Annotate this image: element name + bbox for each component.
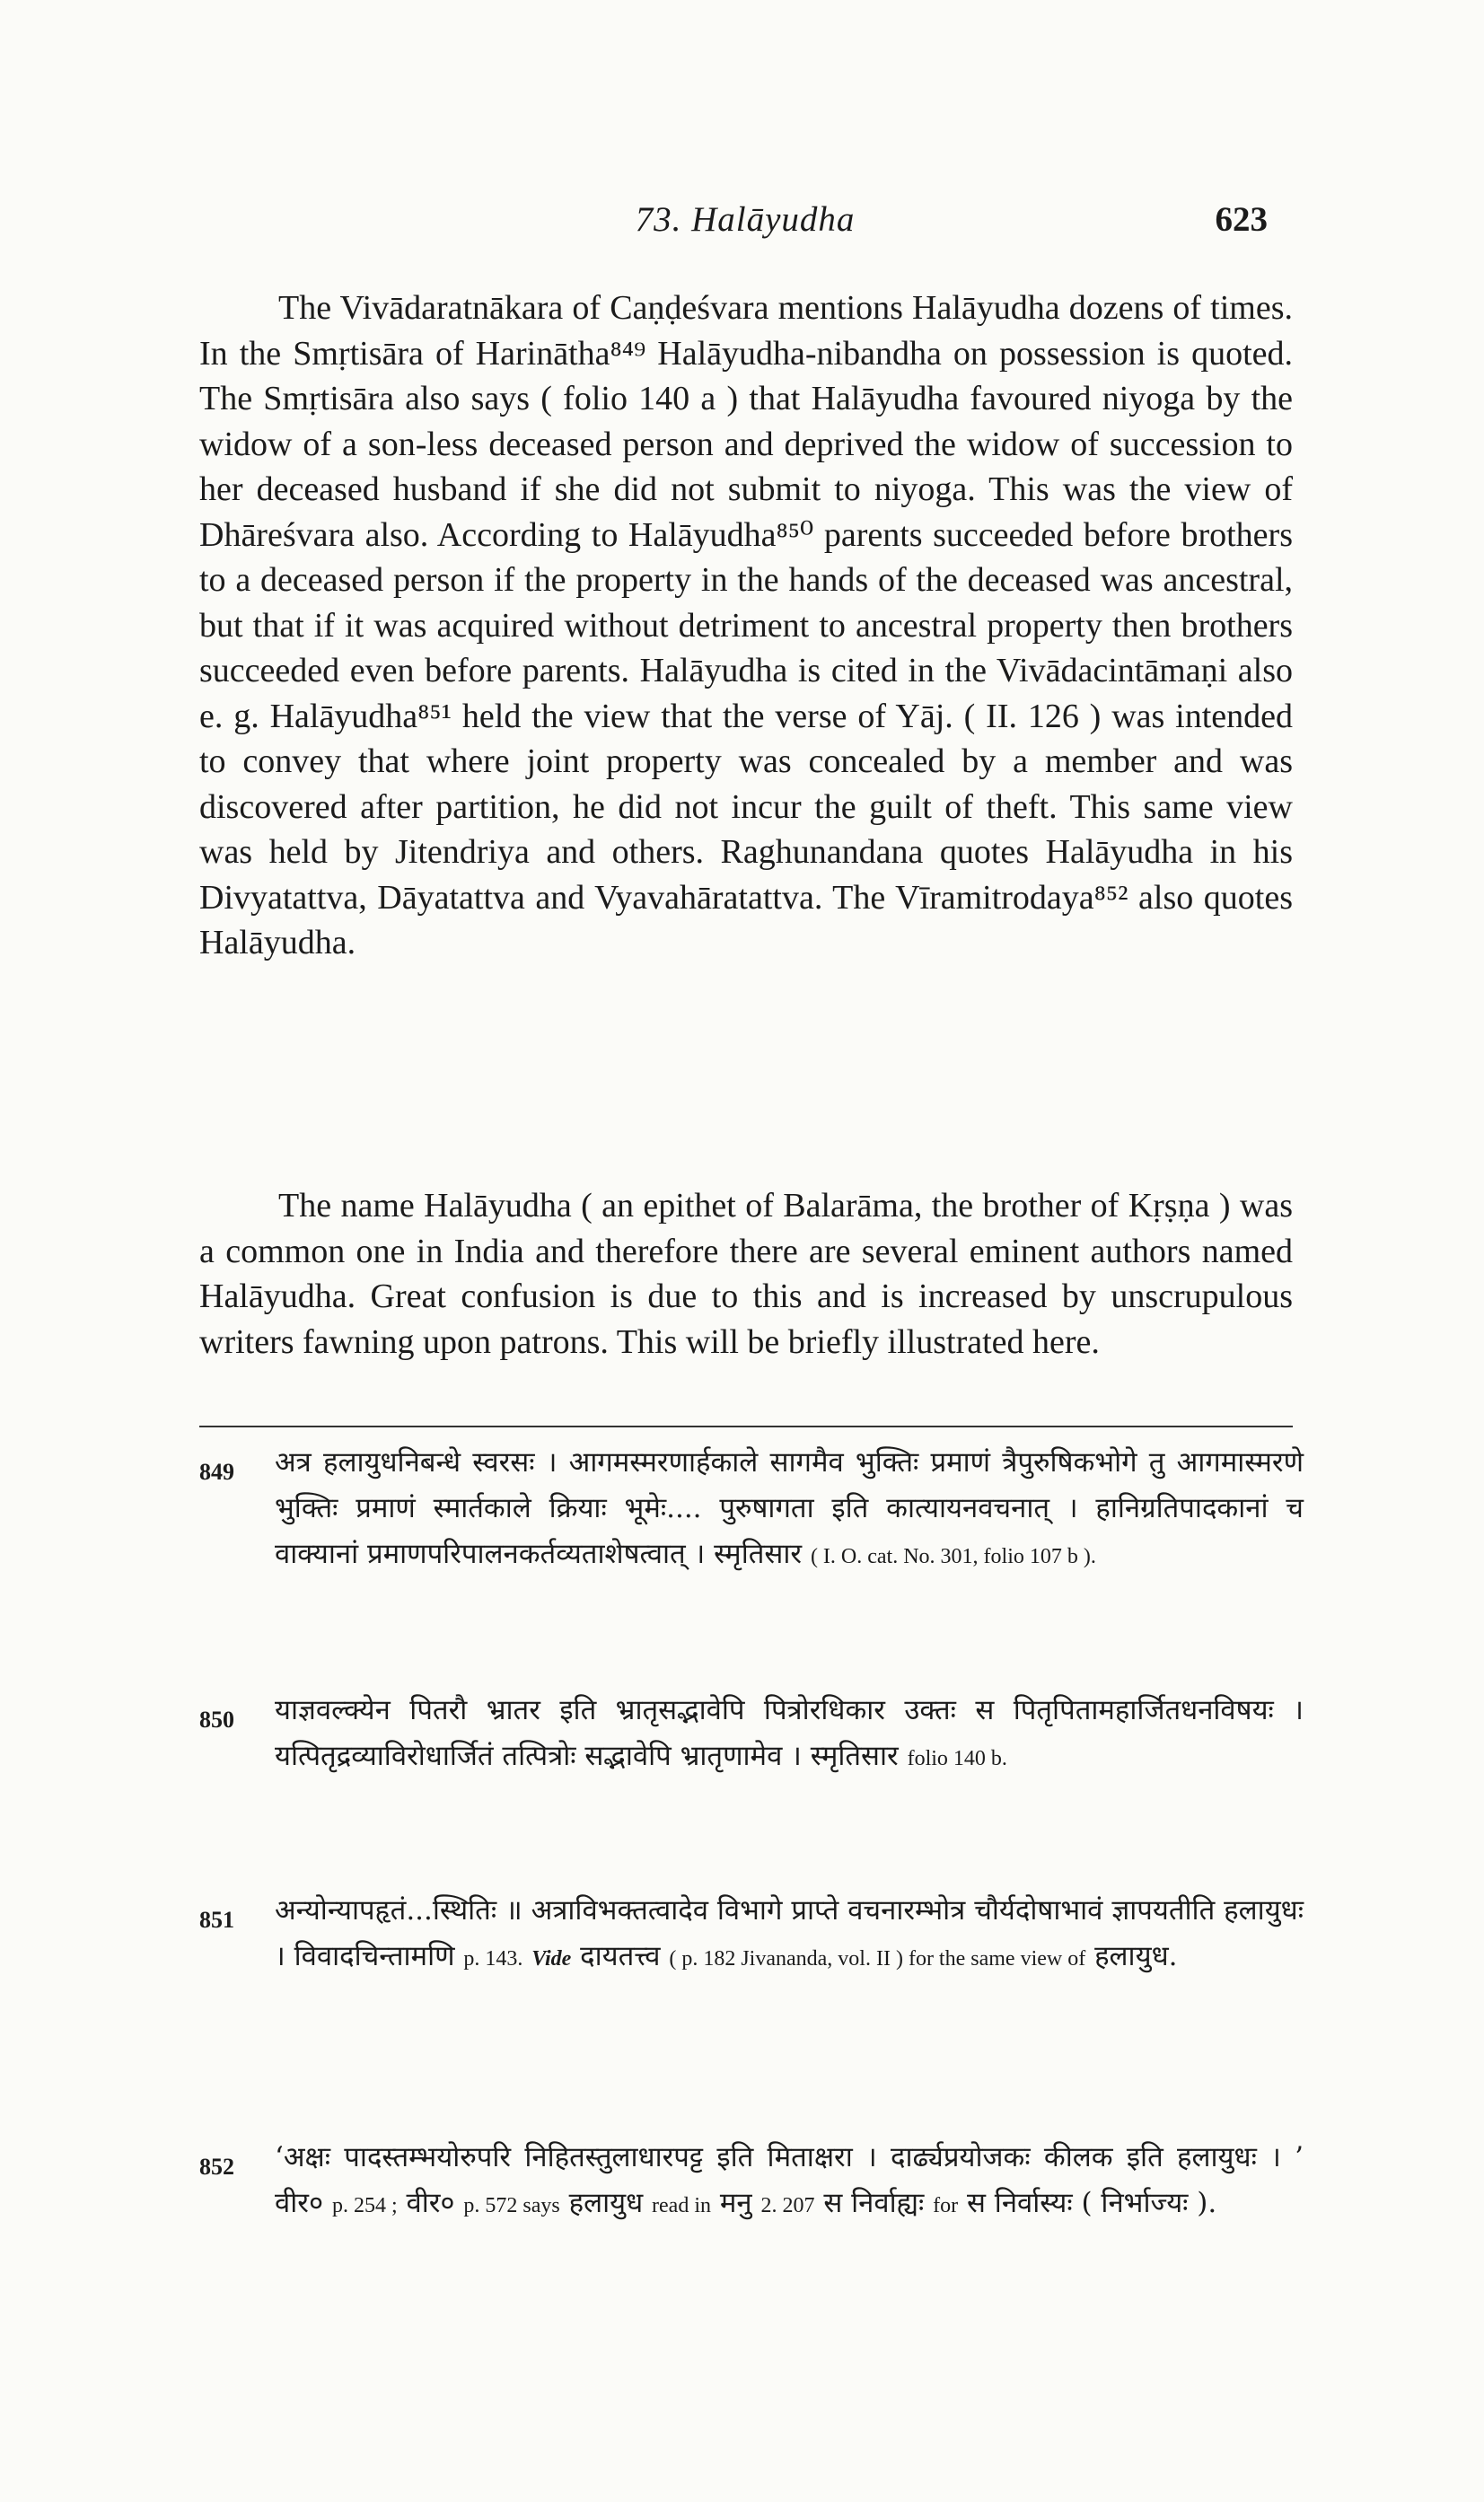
footnote-text [275,1688,1304,1782]
footnote-sanskrit: ‘अक्षः पादस्तम्भयोरुपरि निहितस्तुलाधारपट्ट इति मिताक्षरा । दार्ढ्यप्रयोजकः कीलक इति हलायुधः । ’ वीर० [275,2141,1304,2219]
footnote-reference: p. 254 ; [331,2194,398,2217]
footnote-reference: 2. 207 [760,2194,815,2217]
footnote-number: 851 [199,1907,234,1933]
footnote-reference: folio 140 b. [907,1747,1007,1770]
footnote-reference: ( p. 182 Jivananda, vol. II ) for the same view of [669,1947,1086,1971]
paragraph-1 [199,285,1293,966]
page-number: 623 [1215,200,1268,239]
chapter-title: 73. Halāyudha [635,200,856,239]
footnote-sanskrit: वीर० [406,2187,455,2219]
footnote-sanskrit: अन्योन्यापहृतं...स्थितिः ॥ अत्राविभक्तत्वादेव विभागे प्राप्ते वचनारम्भोत्र चौर्यदोषाभावं ज्ञापयतीति हलायुधः । विवादचिन्तामणि [275,1894,1304,1972]
footnote-number: 852 [199,2154,234,2180]
footnote-sanskrit: मनु [719,2187,752,2219]
footnote-sanskrit: स निर्वाह्यः [823,2187,925,2219]
footnote-number: 850 [199,1707,234,1733]
running-header [198,199,1293,253]
footnote-reference: read in [652,2194,711,2217]
footnote-sanskrit: याज्ञवल्क्येन पितरौ भ्रातर इति भ्रातृसद्भावेपि पित्रोरधिकार उक्तः स पितृपितामहार्जितधनविषयः । यत्पितृद्रव्याविरोधार्जितं तत्पित्रोः सद्भावेपि भ्रातृणामेव । स्मृतिसार [275,1694,1304,1772]
footnote-852 [199,2135,1304,2229]
footnote-reference: for [933,2194,959,2217]
footnote-reference: p. 572 says [463,2194,560,2217]
footnote-sanskrit: स निर्वास्यः ( निर्भाज्यः ). [967,2187,1217,2219]
footnote-divider [199,1426,1293,1427]
footnote-sanskrit: दायतत्त्व [580,1940,661,1972]
footnote-text [275,2135,1304,2229]
footnote-851 [199,1888,1304,1982]
footnote-849 [199,1440,1304,1580]
paragraph-2 [199,1183,1293,1365]
footnote-sanskrit: अत्र हलायुधनिबन्धे स्वरसः । आगमस्मरणार्हकाले सागमैव भुक्तिः प्रमाणं त्रैपुरुषिकभोगे तु आगमास्मरणे भुक्तिः प्रमाणं स्मार्तकाले क्रियाः भूमेः.... पुरुषागता इति कात्यायनवचनात् । हानिग्रतिपादकानां च वाक्यानां प्रमाणपरिपालनकर्तव्यताशेषत्वात् । स्मृतिसार [275,1446,1304,1570]
footnote-sanskrit: हलायुध. [1094,1940,1178,1972]
footnote-number: 849 [199,1459,234,1485]
footnote-reference: p. 143. [463,1947,523,1971]
footnote-850 [199,1688,1304,1782]
footnote-sanskrit: हलायुध [568,2187,644,2219]
paragraph-text: The name Halāyudha ( an epithet of Balarāma, the brother of Kṛṣṇa ) was a common one in India and therefore there are several eminent authors named Halāyudha. Great confusion is due to this and is increased by unscrupulous writers fawning upon patrons. This will be briefly illustrated here. [199,1187,1293,1361]
footnote-text [275,1888,1304,1982]
footnote-reference: ( I. O. cat. No. 301, folio 107 b ). [810,1545,1096,1568]
paragraph-text: The Vivādaratnākara of Caṇḍeśvara mentions Halāyudha dozens of times. In the Smṛtisāra of Harinātha⁸⁴⁹ Halāyudha-nibandha on possession is quoted. The Smṛtisāra also says ( folio 140 a ) that Halāyudha favoured niyoga by the widow of a son-less deceased person and deprived the widow of succession to her deceased husband if she did not submit to niyoga. This was the view of Dhāreśvara also. According to Halāyudha⁸⁵⁰ parents succeeded before brothers to a deceased person if the property in the hands of the deceased was ancestral, but that if it was acquired without detriment to ancestral property then brothers succeeded even before parents. Halāyudha is cited in the Vivādacintāmaṇi also e. g. Halāyudha⁸⁵¹ held the view that the verse of Yāj. ( II. 126 ) was intended to convey that where joint property was concealed by a member and was discovered after partition, he did not incur the guilt of theft. This same view was held by Jitendriya and others. Raghunandana quotes Halāyudha in his Divyatattva, Dāyatattva and Vyavahāratattva. The Vīramitrodaya⁸⁵² also quotes Halāyudha. [199,289,1293,961]
footnote-text [275,1440,1304,1580]
footnote-vide: Vide [531,1947,572,1971]
